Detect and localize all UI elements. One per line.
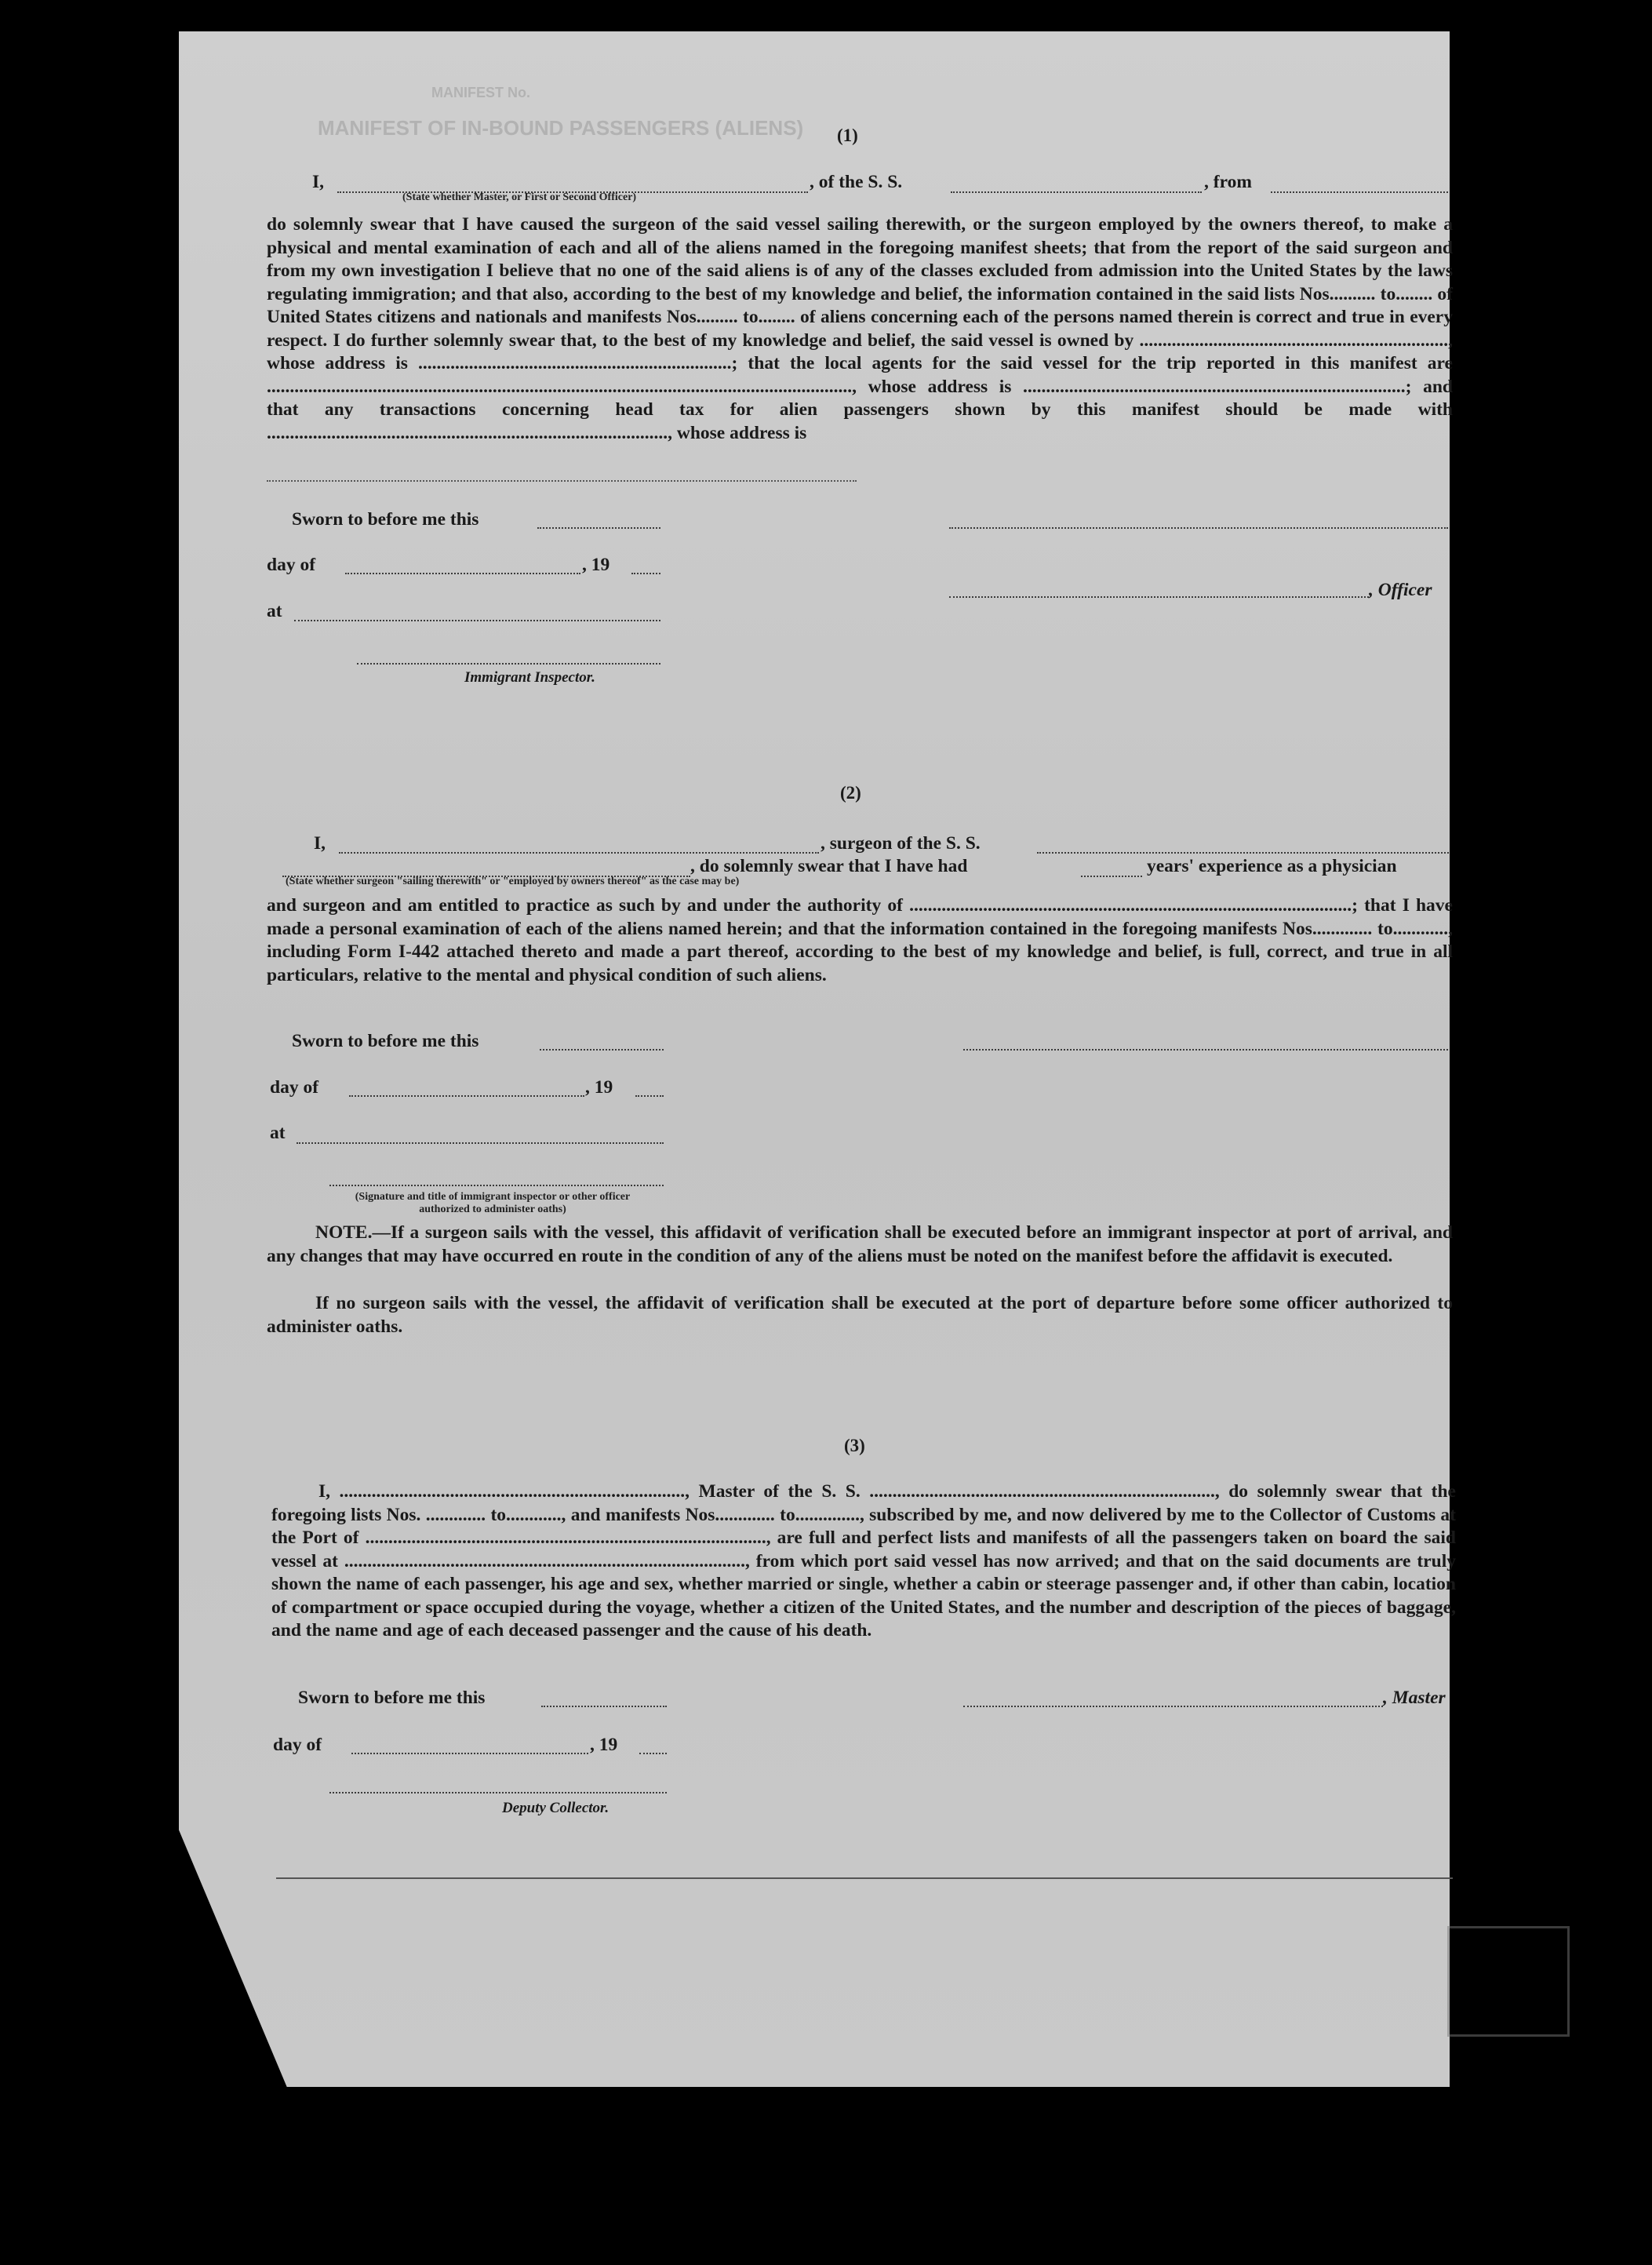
section-1-paragraph: do solemnly swear that I have caused the surgeon of the said vessel sailing therewith, or the surgeon employed by the owners thereof, to make a physical and mental examination of each and all of the aliens named in the foregoing manifest sheets; that from the report of the said surgeon and from my own investigation I believe that no one of the said aliens is of any of the classes excluded from admission into the United States by the laws regulating immigration; and that also, according to the best of my knowledge and belief, the information contained in the said lists Nos.......... to........ of United States citizens and nationals and manifests Nos......... to........ of aliens concerning each of the persons named therein is correct and true in every respect. I do further solemnly swear that, to the best of my knowledge and belief, the said vessel is owned by ..................................................................., whose address is ....................................................................; that the local agents for the said vessel for the trip reported in this manifest are ..............................................................................................................................., whose address is ...................................................................................; and that any transactions concerning head tax for alien passengers shown by this manifest should be made with ......................................................................................., whose address is (267, 214, 1453, 443)
day-of-field[interactable] (345, 573, 580, 574)
day-of-field[interactable] (349, 1095, 584, 1097)
year-label: , 19 (582, 555, 610, 575)
year-label: , 19 (590, 1735, 618, 1755)
deputy-collector-label: Deputy Collector. (502, 1800, 609, 1816)
master-signature-field[interactable] (963, 1706, 1383, 1707)
officer-label: , Officer (1369, 580, 1432, 600)
officer-rank-note: (State whether Master, or First or Second Officer) (402, 191, 637, 203)
section-2-i-label: I, (314, 833, 326, 854)
master-label: , Master (1383, 1688, 1446, 1708)
day-of-label: day of (270, 1077, 319, 1098)
from-label: , from (1204, 172, 1252, 192)
solemnly-label: , do solemnly swear that I have had (690, 856, 968, 876)
punch-hole (1498, 229, 1537, 268)
section-1-number: (1) (837, 126, 858, 145)
immigrant-inspector-label: Immigrant Inspector. (464, 669, 595, 686)
year-field[interactable] (639, 1753, 667, 1754)
surgeon-vessel-field[interactable] (1037, 852, 1449, 854)
section-3-number: (3) (844, 1436, 865, 1455)
signature-note: (Signature and title of immigrant inspector or other officer authorized to administer oaths) (355, 1191, 631, 1215)
note-paragraph-1: NOTE.—If a surgeon sails with the vessel, this affidavit of verification shall be executed before an immigrant inspector at port of arrival, and any changes that may have occurred en route in the condition of any of the aliens must be noted on the manifest before the affidavit is executed. (267, 1222, 1453, 1266)
surgeon-of-label: , surgeon of the S. S. (821, 833, 981, 854)
punch-hole (1510, 1479, 1549, 1518)
authorized-signature-field[interactable] (329, 1185, 664, 1186)
officer-signature-field[interactable] (949, 527, 1448, 529)
of-ss-label: , of the S. S. (810, 172, 903, 192)
sworn-label: Sworn to before me this (292, 509, 479, 530)
section-1-continuation-line[interactable] (267, 480, 857, 482)
section-3-paragraph: I, ..........................................................................., Master of the S. S. ..........................................................................., do solemnly swear that the foregoing lists Nos. ............. to............, and manifests Nos............. to.............., subscribed by me, and now delivered by me to the Collector of Customs at the Port of ......................................................................................., are full and perfect lists and manifests of all the passengers taken on board the said vessel at ......................................................................................., from which port said vessel has now arrived; and that on the said documents are truly shown the name of each passenger, his age and sex, whether married or single, whether a cabin or steerage passenger and, if other than cabin, location of compartment or space occupied during the voyage, whether a citizen of the United States, and the number and description of the pieces of baggage, and the name and age of each deceased passenger and the cause of his death. (271, 1481, 1456, 1640)
collector-signature-field[interactable] (329, 1792, 667, 1793)
section-2-paragraph: and surgeon and am entitled to practice as such by and under the authority of ................................................................................................; that I have made a personal examination of each of the aliens named herein; and that the information contained in the foregoing manifests Nos............. to............, including Form I-442 attached thereto and made a part thereof, according to the best of my knowledge and belief, is full, correct, and true in all particulars, relative to the mental and physical condition of such aliens. (267, 895, 1453, 985)
punch-hole (1505, 1032, 1544, 1071)
note-paragraph-2: If no surgeon sails with the vessel, the affidavit of verification shall be executed at the port of departure before some officer authorized to administer oaths. (267, 1293, 1453, 1337)
inspector-signature-field[interactable] (357, 663, 660, 665)
at-label: at (270, 1123, 286, 1143)
surgeon-signature-field[interactable] (963, 1049, 1448, 1051)
year-field[interactable] (635, 1095, 664, 1097)
sworn-label: Sworn to before me this (298, 1688, 486, 1708)
day-of-label: day of (273, 1735, 322, 1755)
at-place-field[interactable] (297, 1142, 664, 1144)
bleed-through-header: MANIFEST OF IN-BOUND PASSENGERS (ALIENS) (318, 116, 804, 140)
sworn-date-field[interactable] (541, 1706, 667, 1707)
punch-hole (1492, 675, 1531, 714)
surgeon-name-field[interactable] (339, 852, 819, 854)
sworn-label: Sworn to before me this (292, 1031, 479, 1051)
at-label: at (267, 601, 282, 621)
section-2-number: (2) (840, 783, 861, 803)
surgeon-note: (State whether surgeon "sailing therewith" or "employed by owners thereof" as the case may be) (286, 876, 740, 887)
year-field[interactable] (631, 573, 660, 574)
sworn-date-field[interactable] (537, 527, 660, 529)
bleed-through-manifest-no: MANIFEST No. (431, 85, 530, 100)
vessel-name-field[interactable] (951, 191, 1202, 193)
bottom-rule (276, 1877, 1453, 1879)
at-place-field[interactable] (294, 620, 660, 621)
sworn-date-field[interactable] (540, 1049, 664, 1051)
from-port-field[interactable] (1271, 191, 1448, 193)
years-label: years' experience as a physician (1147, 856, 1397, 876)
punch-hole (1489, 547, 1528, 586)
day-of-label: day of (267, 555, 316, 575)
day-of-field[interactable] (351, 1753, 588, 1754)
year-label: , 19 (585, 1077, 613, 1098)
punch-hole (1494, 61, 1534, 100)
punch-hole (1485, 182, 1524, 221)
section-1-i-label: I, (312, 172, 325, 192)
punch-hole (1502, 1361, 1541, 1400)
years-field[interactable] (1081, 876, 1142, 877)
officer-title-field[interactable] (949, 596, 1369, 598)
stamp-mark (1447, 1926, 1570, 2037)
